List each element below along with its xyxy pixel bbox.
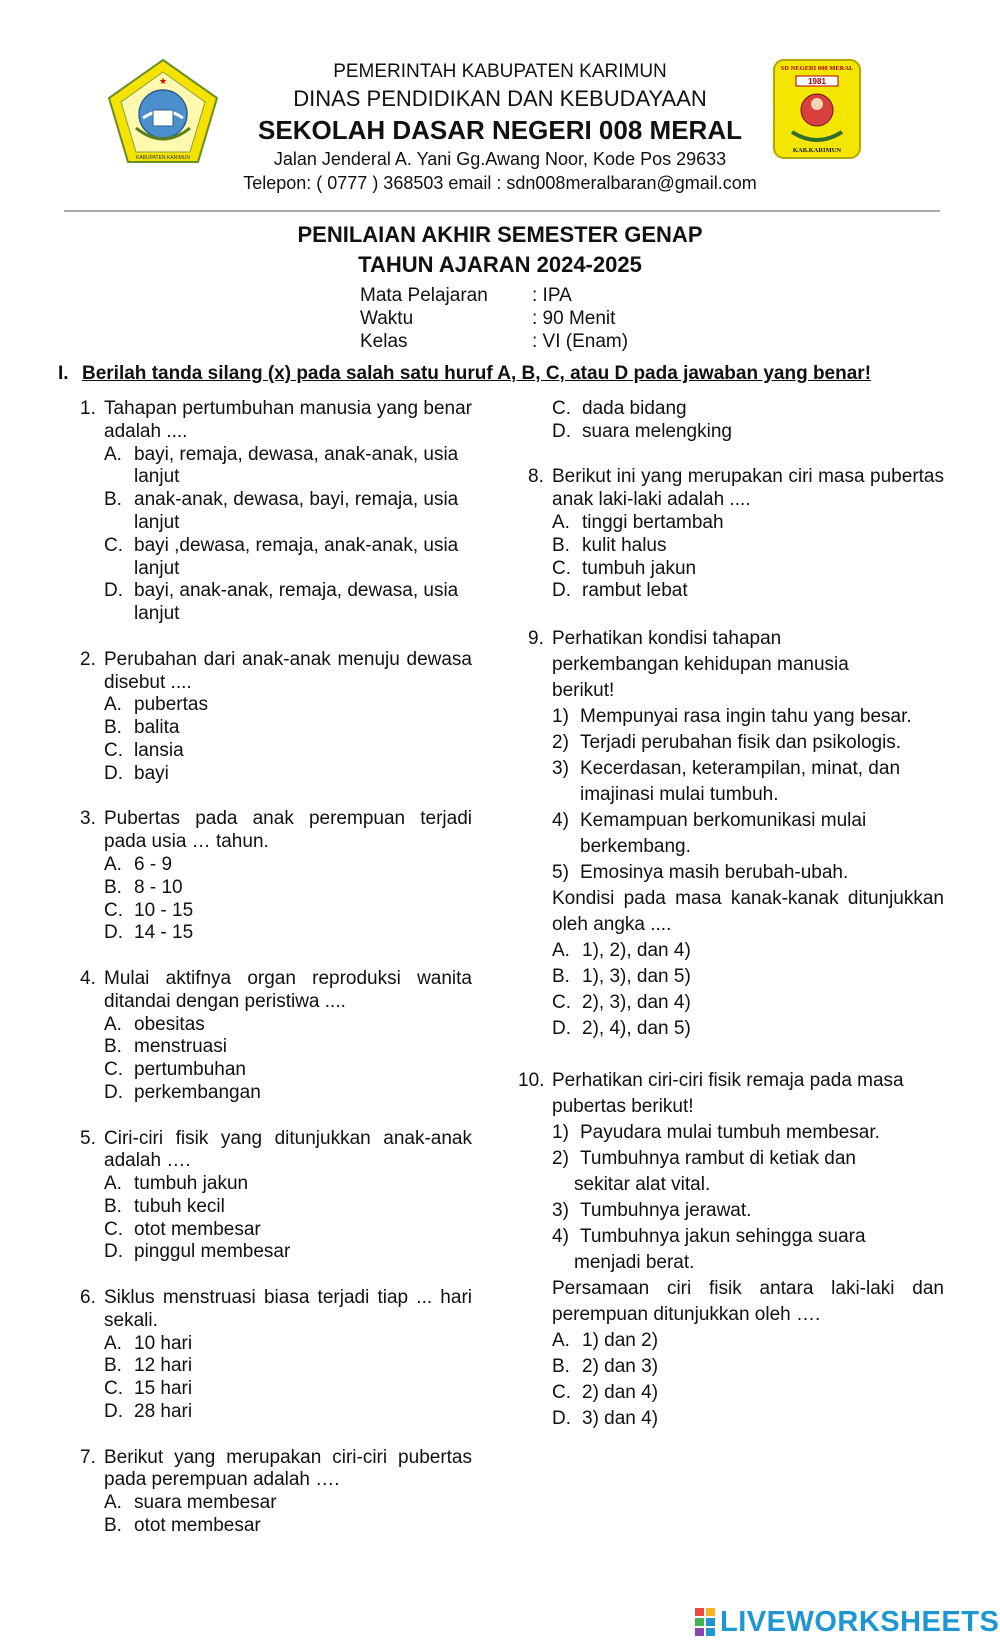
left-logo-caption: KABUPATEN KARIMUN	[136, 155, 190, 161]
statement-text: Tumbuhnya jakun sehingga suara menjadi berat.	[574, 1225, 866, 1273]
option-letter: D.	[104, 1241, 123, 1263]
option-d[interactable]	[104, 763, 472, 786]
question-4	[80, 968, 472, 1105]
option-letter: A.	[104, 1173, 122, 1195]
question-7	[80, 1447, 472, 1538]
option-text: tumbuh jakun	[134, 1173, 249, 1195]
question-number: 1.	[80, 398, 96, 419]
option-letter: D.	[104, 922, 123, 944]
statement-text: Payudara mulai tumbuh membesar.	[580, 1121, 880, 1143]
letterhead-department: DINAS PENDIDIKAN DAN KEBUDAYAAN	[293, 86, 707, 111]
option-letter: D.	[104, 1401, 123, 1423]
option-letter: B.	[104, 1195, 122, 1217]
question-2	[80, 649, 472, 786]
option-text: 10 - 15	[134, 899, 194, 921]
option-letter: C.	[104, 1378, 123, 1400]
letterhead-address: Jalan Jenderal A. Yani Gg.Awang Noor, Kode Pos 29633	[273, 149, 727, 169]
statement-1	[552, 1120, 944, 1146]
option-text: 28 hari	[134, 1401, 193, 1423]
option-text: balita	[134, 717, 180, 739]
statement-text: Kemampuan berkomunikasi mulai berkembang.	[580, 809, 867, 857]
option-letter: C.	[552, 557, 571, 579]
question-text: Perubahan dari anak-anak menuju dewasa disebut ....	[104, 648, 472, 693]
question-text: Berikut ini yang merupakan ciri masa pubertas anak laki-laki adalah ....	[552, 466, 944, 511]
section-instruction	[58, 363, 958, 385]
question-number: 3.	[80, 808, 96, 830]
option-d[interactable]	[104, 922, 472, 945]
option-text: pertumbuhan	[134, 1059, 246, 1081]
statement-text: Kecerdasan, keterampilan, minat, dan imajinasi mulai tumbuh.	[580, 757, 901, 805]
question-number: 2.	[80, 648, 96, 670]
option-letter: A.	[104, 853, 122, 875]
option-letter: B.	[104, 489, 122, 511]
question-number: 9.	[528, 627, 544, 649]
exam-info	[360, 284, 628, 353]
option-b[interactable]	[104, 1515, 472, 1538]
option-letter: B.	[104, 1355, 122, 1377]
option-d[interactable]	[552, 1406, 944, 1432]
option-text: 2) dan 4)	[582, 1381, 659, 1403]
question-7-option-d[interactable]	[552, 421, 944, 444]
exam-title	[0, 220, 1000, 280]
option-text: 2), 4), dan 5)	[582, 1017, 691, 1039]
statement-number: 2)	[552, 731, 569, 753]
option-letter: B.	[104, 876, 122, 898]
option-letter: C.	[104, 899, 123, 921]
question-text: Pubertas pada anak perempuan terjadi pada usia … tahun.	[104, 808, 472, 853]
option-text: obesitas	[134, 1013, 205, 1035]
question-text: Ciri-ciri fisik yang ditunjukkan anak-anak adalah ….	[104, 1127, 472, 1172]
option-text: tumbuh jakun	[582, 557, 697, 579]
option-letter: A.	[104, 1332, 122, 1354]
statement-number: 5)	[552, 861, 569, 883]
option-a[interactable]	[104, 854, 472, 877]
option-letter: C.	[104, 534, 123, 556]
statement-text: Tumbuhnya jerawat.	[580, 1199, 752, 1221]
question-number: 7.	[80, 1446, 96, 1468]
statement-4	[552, 808, 870, 860]
right-logo-bottom-text: KAB.KARIMUN	[792, 147, 842, 154]
option-text: bayi, remaja, dewasa, anak-anak, usia lanjut	[134, 443, 459, 488]
statement-2	[552, 730, 944, 756]
option-b[interactable]	[552, 535, 944, 558]
option-text: lansia	[134, 739, 184, 761]
question-6	[80, 1287, 472, 1424]
option-text: otot membesar	[134, 1515, 261, 1537]
option-letter: C.	[552, 1381, 571, 1403]
option-text: menstruasi	[134, 1036, 227, 1058]
option-d[interactable]	[552, 1016, 944, 1042]
letterhead-government: PEMERINTAH KABUPATEN KARIMUN	[333, 61, 667, 82]
letterhead	[0, 58, 1000, 195]
questions-left-column	[80, 398, 472, 1538]
option-a[interactable]	[104, 1173, 472, 1196]
liveworksheets-brand[interactable]	[694, 1604, 999, 1640]
option-a[interactable]	[104, 444, 472, 490]
statement-3	[552, 756, 944, 808]
option-text: bayi ,dewasa, remaja, anak-anak, usia lanjut	[134, 534, 459, 579]
option-letter: B.	[104, 1515, 122, 1537]
question-8	[528, 466, 944, 603]
option-c[interactable]	[104, 1378, 472, 1401]
option-a[interactable]	[104, 694, 472, 717]
option-letter: A.	[104, 1013, 122, 1035]
option-letter: D.	[552, 420, 571, 442]
option-b[interactable]	[104, 1036, 472, 1059]
statement-text: Mempunyai rasa ingin tahu yang besar.	[580, 705, 912, 727]
right-logo-top-text: SD NEGERI 008 MERAL	[780, 65, 854, 72]
question-number: 6.	[80, 1287, 96, 1309]
option-text: 8 - 10	[134, 876, 183, 898]
option-b[interactable]	[104, 717, 472, 740]
option-letter: B.	[552, 965, 570, 987]
option-c[interactable]	[552, 990, 944, 1016]
option-text: bayi, anak-anak, remaja, dewasa, usia lanjut	[134, 580, 459, 625]
option-letter: B.	[104, 1036, 122, 1058]
option-text: suara membesar	[134, 1492, 277, 1514]
option-text: 2) dan 3)	[582, 1355, 659, 1377]
option-d[interactable]	[104, 1401, 472, 1424]
option-letter: D.	[104, 762, 123, 784]
header-divider	[64, 210, 940, 212]
right-logo-year: 1981	[808, 77, 826, 86]
option-text: suara melengking	[582, 420, 732, 442]
option-d[interactable]	[104, 1082, 472, 1105]
option-letter: A.	[552, 939, 570, 961]
option-c[interactable]	[104, 740, 472, 763]
statement-4	[552, 1224, 884, 1276]
question-7-option-c[interactable]	[552, 398, 944, 421]
option-letter: B.	[552, 534, 570, 556]
info-value: : IPA	[532, 285, 572, 306]
option-text: 10 hari	[134, 1332, 193, 1354]
statement-text: Tumbuhnya rambut di ketiak dan sekitar alat vital.	[574, 1147, 857, 1195]
option-letter: D.	[104, 1081, 123, 1103]
option-text: 1), 2), dan 4)	[582, 939, 691, 961]
option-c[interactable]	[104, 900, 472, 923]
question-text: Perhatikan kondisi tahapan perkembangan kehidupan manusia berikut!	[552, 627, 849, 701]
info-row-time	[360, 307, 628, 330]
option-b[interactable]	[104, 1355, 472, 1378]
option-text: dada bidang	[582, 398, 687, 419]
option-b[interactable]	[104, 1196, 472, 1219]
option-c[interactable]	[552, 1380, 944, 1406]
option-b[interactable]	[552, 964, 944, 990]
question-9	[528, 626, 944, 1042]
option-text: 14 - 15	[134, 922, 194, 944]
option-a[interactable]	[104, 1492, 472, 1515]
option-letter: C.	[104, 1218, 123, 1240]
statement-text: Terjadi perubahan fisik dan psikologis.	[580, 731, 902, 753]
option-c[interactable]	[104, 1059, 472, 1082]
option-c[interactable]	[552, 558, 944, 581]
option-letter: A.	[552, 511, 570, 533]
option-letter: D.	[552, 580, 571, 602]
question-prompt: Persamaan ciri fisik antara laki-laki dan perempuan ditunjukkan oleh ….	[552, 1277, 944, 1325]
option-letter: A.	[104, 694, 122, 716]
question-number: 5.	[80, 1127, 96, 1149]
questions-right-column	[518, 398, 944, 1432]
option-a[interactable]	[104, 1014, 472, 1037]
option-letter: C.	[552, 398, 571, 419]
question-number: 10.	[518, 1069, 545, 1091]
option-b[interactable]	[104, 489, 472, 535]
option-b[interactable]	[552, 1354, 944, 1380]
option-text: 3) dan 4)	[582, 1407, 659, 1429]
option-letter: A.	[104, 1492, 122, 1514]
option-text: tinggi bertambah	[582, 511, 724, 533]
option-a[interactable]	[104, 1333, 472, 1356]
question-5	[80, 1128, 472, 1265]
statement-number: 3)	[552, 757, 569, 779]
letterhead-school-name: SEKOLAH DASAR NEGERI 008 MERAL	[258, 115, 742, 145]
option-text: anak-anak, dewasa, bayi, remaja, usia lanjut	[134, 489, 459, 533]
option-text: tubuh kecil	[134, 1195, 225, 1217]
instruction-text: Berilah tanda silang (x) pada salah satu huruf A, B, C, atau D pada jawaban yang benar!	[82, 363, 872, 384]
option-text: perkembangan	[134, 1081, 261, 1103]
info-value: : VI (Enam)	[532, 331, 629, 352]
option-letter: B.	[552, 1355, 570, 1377]
question-number: 4.	[80, 967, 96, 989]
option-text: 6 - 9	[134, 853, 173, 875]
svg-text:★: ★	[158, 76, 168, 86]
question-text: Berikut yang merupakan ciri-ciri pubertas pada perempuan adalah ….	[104, 1446, 472, 1491]
exam-title-line2: TAHUN AJARAN 2024-2025	[358, 252, 642, 277]
statement-number: 2)	[552, 1147, 569, 1169]
option-letter: C.	[104, 739, 123, 761]
statement-number: 1)	[552, 705, 569, 727]
statement-3	[552, 1198, 944, 1224]
option-text: 1), 3), dan 5)	[582, 965, 691, 987]
option-text: rambut lebat	[582, 580, 688, 602]
option-a[interactable]	[552, 938, 944, 964]
section-number: I.	[58, 363, 69, 384]
option-text: otot membesar	[134, 1218, 261, 1240]
option-letter: B.	[104, 717, 122, 739]
option-a[interactable]	[552, 512, 944, 535]
letterhead-contact: Telepon: ( 0777 ) 368503 email : sdn008meralbaran@gmail.com	[243, 173, 757, 193]
statement-text: Emosinya masih berubah-ubah.	[580, 861, 849, 883]
liveworksheets-logo-icon	[694, 1607, 716, 1637]
info-value: : 90 Menit	[532, 308, 616, 329]
option-letter: C.	[104, 1059, 123, 1081]
info-label: Mata Pelajaran	[360, 285, 488, 306]
info-row-subject	[360, 284, 628, 307]
option-b[interactable]	[104, 877, 472, 900]
info-label: Waktu	[360, 308, 414, 329]
option-text: bayi	[134, 762, 169, 784]
question-text: Mulai aktifnya organ reproduksi wanita ditandai dengan peristiwa ....	[104, 967, 472, 1012]
statement-2	[552, 1146, 874, 1198]
option-letter: D.	[552, 1407, 571, 1429]
option-text: pubertas	[134, 694, 208, 716]
info-label: Kelas	[360, 331, 408, 352]
option-d[interactable]	[104, 1241, 472, 1264]
option-letter: A.	[552, 1329, 570, 1351]
liveworksheets-wordmark: LIVEWORKSHEETS	[720, 1605, 1000, 1638]
question-10	[518, 1068, 944, 1432]
option-text: kulit halus	[582, 534, 667, 556]
statement-number: 1)	[552, 1121, 569, 1143]
question-number: 8.	[528, 466, 544, 488]
option-c[interactable]	[104, 1219, 472, 1242]
info-row-class	[360, 330, 628, 353]
option-text: 2), 3), dan 4)	[582, 991, 691, 1013]
option-c[interactable]	[104, 535, 472, 581]
question-text: Siklus menstruasi biasa terjadi tiap ... hari sekali.	[104, 1287, 472, 1331]
statement-number: 4)	[552, 1225, 569, 1247]
question-text: Tahapan pertumbuhan manusia yang benar adalah ....	[104, 398, 472, 442]
question-prompt: Kondisi pada masa kanak-kanak ditunjukkan oleh angka ....	[552, 887, 944, 935]
question-text: Perhatikan ciri-ciri fisik remaja pada masa pubertas berikut!	[552, 1069, 904, 1117]
option-text: pinggul membesar	[134, 1241, 291, 1263]
question-1	[80, 398, 472, 626]
statement-number: 3)	[552, 1199, 569, 1221]
statement-5	[552, 860, 944, 886]
option-d[interactable]	[104, 580, 472, 626]
exam-title-line1: PENILAIAN AKHIR SEMESTER GENAP	[297, 222, 703, 247]
option-text: 1) dan 2)	[582, 1329, 659, 1351]
option-letter: C.	[552, 991, 571, 1013]
option-letter: D.	[104, 580, 123, 602]
option-letter: D.	[552, 1017, 571, 1039]
question-3	[80, 808, 472, 945]
option-d[interactable]	[552, 580, 944, 603]
option-text: 12 hari	[134, 1355, 193, 1377]
option-text: 15 hari	[134, 1378, 193, 1400]
statement-1	[552, 704, 944, 730]
option-letter: A.	[104, 443, 122, 465]
option-a[interactable]	[552, 1328, 944, 1354]
statement-number: 4)	[552, 809, 569, 831]
